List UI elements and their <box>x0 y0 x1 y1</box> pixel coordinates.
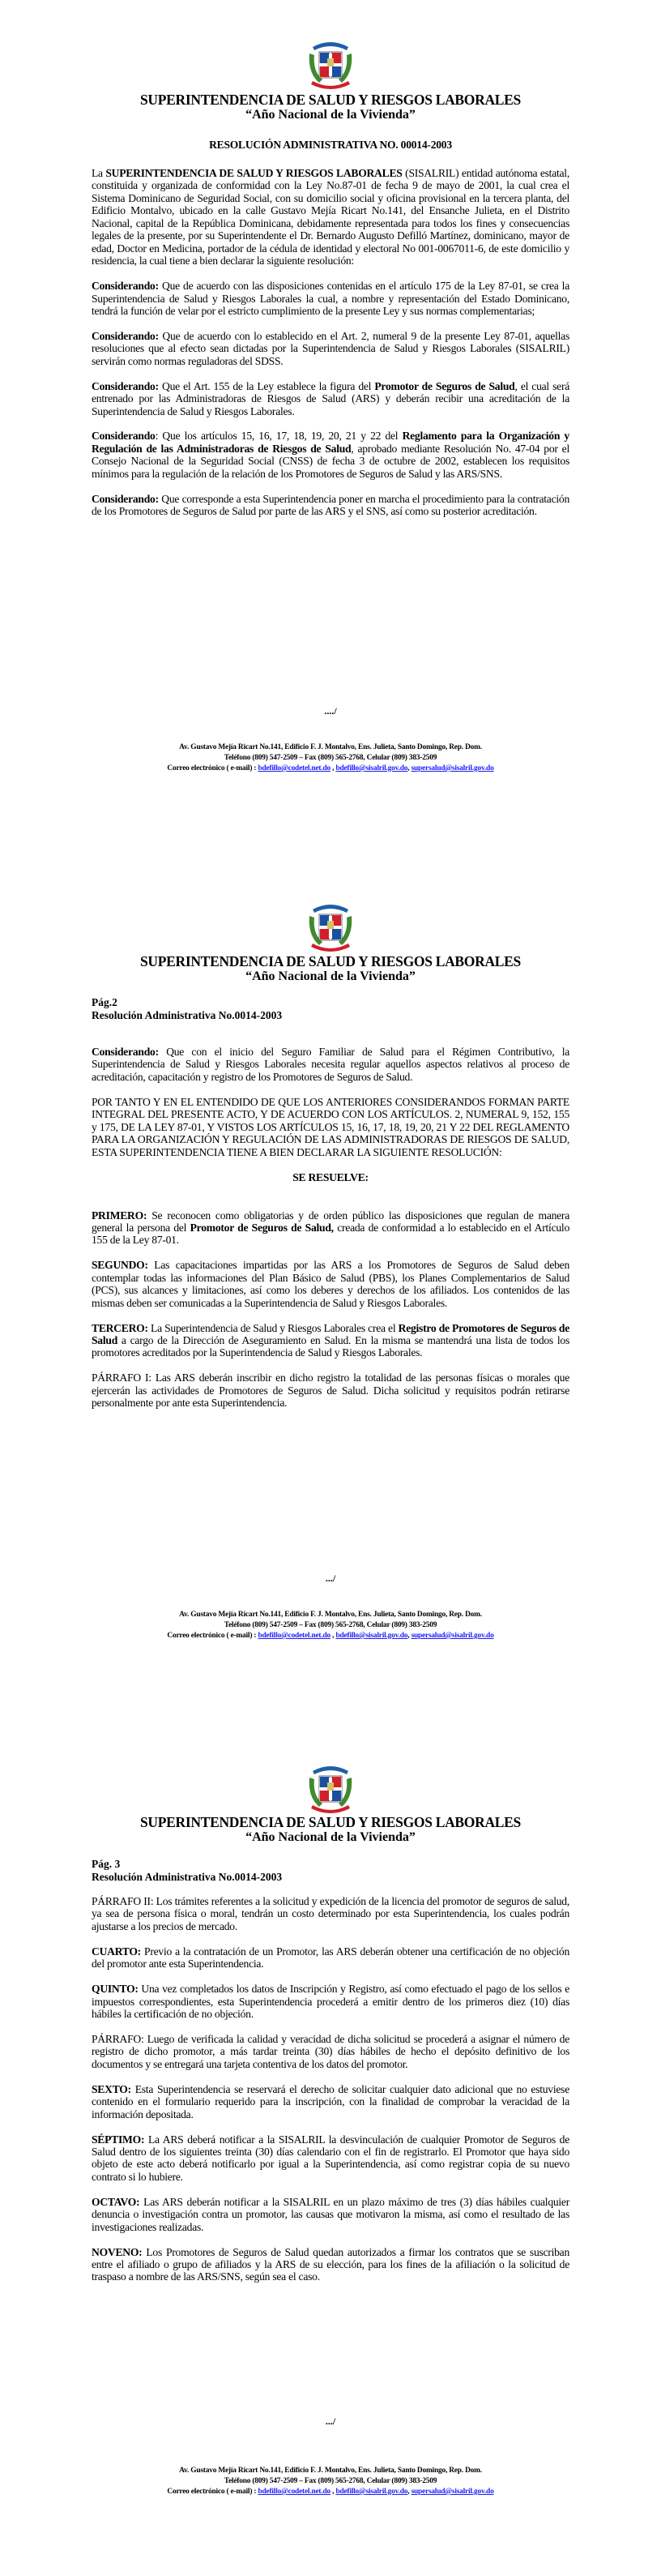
email-link-bdefillo-sisalril[interactable]: bdefillo@sisalril.gov.do <box>335 764 408 772</box>
email-link-bdefillo-sisalril[interactable]: bdefillo@sisalril.gov.do <box>335 1632 408 1640</box>
footer-email-line: Correo electrónico ( e-mail) : bdefillo@codetel.net.do , bdefillo@sisalril.gov.do, supersalud@sisalril.gov.do <box>167 2488 494 2496</box>
email-link-supersalud[interactable]: supersalud@sisalril.gov.do <box>411 1632 494 1640</box>
page-label: Pág.2 <box>92 996 117 1008</box>
email-link-supersalud[interactable]: supersalud@sisalril.gov.do <box>411 764 494 772</box>
considerando-6: Considerando: Que con el inicio del Seguro Familiar de Salud para el Régimen Contributivo, la Superintendencia de Salud y Riesgos Laborales necesita regular aquellos aspectos relativos al proceso de acreditación, capacitación y registro de los Promotores de Seguros de Salud. <box>92 1046 569 1083</box>
coat-of-arms-icon <box>305 1761 356 1815</box>
article-cuarto: CUARTO: Previo a la contratación de un Promotor, las ARS deberán obtener una certificación de no objeción del promotor ante esta Superintendencia. <box>92 1945 569 1971</box>
considerando-2: Considerando: Que de acuerdo con lo establecido en el Art. 2, numeral 9 de la presente Ley 87-01, aquellas resoluciones que al efecto sean dictadas por la Superintendencia de Salud y Riesgos Laborales (SISALRIL) servirán como normas reguladoras del SDSS. <box>92 329 569 367</box>
coat-of-arms-icon <box>305 900 356 953</box>
article-quinto: QUINTO: Una vez completados los datos de Inscripción y Registro, así como efectuado el pago de los sellos e impuestos correspondientes, esta Superintendencia procederá a emitir dentro de los primeros diez (10) días hábiles la certificación de no objeción. <box>92 1983 569 2021</box>
entity-name: SUPERINTENDENCIA DE SALUD Y RIESGOS LABORALES <box>105 167 403 179</box>
article-sexto: SEXTO: Esta Superintendencia se reservará el derecho de solicitar cualquier dato adicional que no estuviese contenido en el formulario requerido para la inscripción, con la finalidad de comprobar la veracidad de la información depositada. <box>92 2082 569 2120</box>
page-footer <box>0 2466 661 2497</box>
footer-phone: Teléfono (809) 547-2509 – Fax (809) 565-2768, Celular (809) 383-2509 <box>224 754 437 762</box>
footer-address: Av. Gustavo Mejía Ricart No.141, Edificio F. J. Montalvo, Ens. Julieta, Santo Domingo, Rep. Dom. <box>179 743 482 751</box>
parrafo-1: PÁRRAFO I: Las ARS deberán inscribir en dicho registro la totalidad de las personas físicas o morales que ejercerán las actividades de Promotores de Seguros de Salud. Dicha solicitud y requisitos podrán retirarse personalmente por ante esta Superintendencia. <box>92 1371 569 1410</box>
email-link-codetel[interactable]: bdefillo@codetel.net.do <box>258 764 330 772</box>
header-title: SUPERINTENDENCIA DE SALUD Y RIESGOS LABORALES <box>140 953 521 969</box>
header-subtitle: “Año Nacional de la Vivienda” <box>245 1830 416 1844</box>
parrafo: PÁRRAFO: Luego de verificada la calidad y veracidad de dicha solicitud se procederá a asignar el número de registro de dicho promotor, a más tardar treinta (30) días hábiles de hecho el depósito definitivo de los documentos y se entregará una tarjeta contentiva de los datos del promotor. <box>92 2032 569 2070</box>
footer-phone: Teléfono (809) 547-2509 – Fax (809) 565-2768, Celular (809) 383-2509 <box>224 2477 437 2485</box>
header-title: SUPERINTENDENCIA DE SALUD Y RIESGOS LABORALES <box>140 1814 521 1830</box>
page1-body <box>92 167 569 530</box>
page3-body <box>92 1895 569 2296</box>
se-resuelve-heading: SE RESUELVE: <box>292 1171 369 1184</box>
article-septimo: SÉPTIMO: La ARS deberá notificar a la SISALRIL la desvinculación de cualquier Promotor de Seguros de Salud dentro de los siguientes treinta (30) días calendario con el fin de registrarlo. El Promotor que haya sido objeto de este acto deberá notificarlo por igual a la Superintendencia, así como registrar copia de su nuevo contrato si lo hubiere. <box>92 2133 569 2183</box>
considerando-5: Considerando: Que corresponde a esta Superintendencia poner en marcha el procedimiento para la contratación de los Promotores de Seguros de Salud por parte de las ARS y el SNS, así como su posterior acreditación. <box>92 492 569 518</box>
email-link-codetel[interactable]: bdefillo@codetel.net.do <box>258 1632 330 1640</box>
footer-email-line: Correo electrónico ( e-mail) : bdefillo@codetel.net.do , bdefillo@sisalril.gov.do, supersalud@sisalril.gov.do <box>167 1632 494 1640</box>
email-link-codetel[interactable]: bdefillo@codetel.net.do <box>258 2488 330 2496</box>
continuation-marker: .../ <box>325 1573 336 1584</box>
footer-address: Av. Gustavo Mejía Ricart No.141, Edificio F. J. Montalvo, Ens. Julieta, Santo Domingo, Rep. Dom. <box>179 1611 482 1619</box>
footer-address: Av. Gustavo Mejía Ricart No.141, Edificio F. J. Montalvo, Ens. Julieta, Santo Domingo, Rep. Dom. <box>179 2467 482 2475</box>
considerando-3: Considerando: Que el Art. 155 de la Ley establece la figura del Promotor de Seguros de Salud, el cual será entrenado por las Administradoras de Riesgos de Salud (ARS) y deberán recibir una acreditación de la Superintendencia de Salud y Riesgos Laborales. <box>92 379 570 417</box>
resolution-ref: Resolución Administrativa No.0014-2003 <box>92 1009 283 1021</box>
header-subtitle: “Año Nacional de la Vivienda” <box>245 108 416 122</box>
article-tercero: TERCERO: La Superintendencia de Salud y Riesgos Laborales crea el Registro de Promotores de Seguros de Salud a cargo de la Dirección de Aseguramiento en Salud. En la misma se mantendrá una lista de todos los promotores acreditados por la Superintendencia de Salud y Riesgos Laborales. <box>92 1321 569 1359</box>
header-subtitle: “Año Nacional de la Vivienda” <box>245 969 416 983</box>
coat-of-arms-icon <box>305 37 356 91</box>
article-noveno: NOVENO: Los Promotores de Seguros de Salud quedan autorizados a firmar los contratos que se suscriban entre el afiliado o grupo de afiliados y la ARS de su elección, para los fines de la afiliación o la solicitud de traspaso a nombre de las ARS/SNS, según sea el caso. <box>92 2245 569 2283</box>
email-link-bdefillo-sisalril[interactable]: bdefillo@sisalril.gov.do <box>335 2488 408 2496</box>
footer-email-line: Correo electrónico ( e-mail) : bdefillo@codetel.net.do , bdefillo@sisalril.gov.do, supersalud@sisalril.gov.do <box>167 764 494 772</box>
footer-phone: Teléfono (809) 547-2509 – Fax (809) 565-2768, Celular (809) 383-2509 <box>224 1621 437 1629</box>
continuation-marker: ..../ <box>324 705 337 717</box>
page-label: Pág. 3 <box>92 1858 121 1870</box>
page2-body <box>92 1046 569 1422</box>
resolution-title: RESOLUCIÓN ADMINISTRATIVA NO. 00014-2003 <box>209 139 452 151</box>
article-primero: PRIMERO: Se reconocen como obligatorias y de orden público las disposiciones que regulan de manera general la persona del Promotor de Seguros de Salud, creada de conformidad a lo establecido en el Artículo 155 de la Ley 87-01. <box>92 1209 569 1247</box>
continuation-marker: .../ <box>325 2416 336 2427</box>
page-footer <box>0 1610 661 1641</box>
article-segundo: SEGUNDO: Las capacitaciones impartidas por las ARS a los Promotores de Seguros de Salud deben contemplar todas las informaciones del Plan Básico de Salud (PBS), los Planes Complementarios de Salud (PCS), sus alcances y limitaciones, así como los deberes y derechos de los afiliados. Los contenidos de las mismas deben ser comunicadas a la Superintendencia de Salud y Riesgos Laborales. <box>92 1259 569 1309</box>
email-link-supersalud[interactable]: supersalud@sisalril.gov.do <box>411 2488 494 2496</box>
considerando-4: Considerando: Que los artículos 15, 16, 17, 18, 19, 20, 21 y 22 del Reglamento para la Organización y Regulación de las Administradoras de Riesgos de Salud, aprobado mediante Resolución No. 47-04 por el Consejo Nacional de la Seguridad Social (CNSS) de fecha 3 de octubre de 2002, establecen los requisitos mínimos para la regulación de la relación de los Promotores de Seguros de Salud y las ARS/SNS. <box>92 430 569 480</box>
considerando-1: Considerando: Que de acuerdo con las disposiciones contenidas en el artículo 175 de la Ley 87-01, se crea la Superintendencia de Salud y Riesgos Laborales la cual, a nombre y representación del Estado Dominicano, tendrá la función de velar por el estricto cumplimiento de la presente Ley y sus normas complementarias; <box>92 280 569 317</box>
intro-paragraph: La SUPERINTENDENCIA DE SALUD Y RIESGOS LABORALES (SISALRIL) entidad autónoma estatal, constituida y organizada de conformidad con la Ley No.87-01 de fecha 9 de mayo de 2001, la cual crea el Sistema Dominicano de Seguridad Social, con su domicilio social y oficina provisional en la tercera planta, del Edificio Montalvo, ubicado en la calle Gustavo Mejía Ricart No.141, del Ensanche Julieta, en el Distrito Nacional, capital de la República Dominicana, debidamente representada para todos los fines y consecuencias legales de la presente, por su Superintendente el Dr. Bernardo Augusto Defilló Martínez, dominicano, mayor de edad, Doctor en Medicina, portador de la cédula de identidad y electoral No 001-0067011-6, de este domicilio y residencia, la cual tiene a bien declarar la siguiente resolución: <box>92 167 569 267</box>
resolution-ref: Resolución Administrativa No.0014-2003 <box>92 1871 283 1883</box>
por-tanto-paragraph: POR TANTO Y EN EL ENTENDIDO DE QUE LOS ANTERIORES CONSIDERANDOS FORMAN PARTE INTEGRAL DEL PRESENTE ACTO, Y DE ACUERDO CON LOS ARTÍCULOS. 2, NUMERAL 9, 152, 155 y 175, DE LA LEY 87-01, Y VISTOS LOS ARTÍCULOS 15, 16, 17, 18, 19, 20, 21 Y 22 DEL REGLAMENTO PARA LA ORGANIZACIÓN Y REGULACIÓN DE LAS ADMINISTRADORAS DE RIESGOS DE SALUD, ESTA SUPERINTENDENCIA TIENE A BIEN DECLARAR LA SIGUIENTE RESOLUCIÓN: <box>92 1095 569 1158</box>
header-title: SUPERINTENDENCIA DE SALUD Y RIESGOS LABORALES <box>140 92 521 108</box>
article-octavo: OCTAVO: Las ARS deberán notificar a la SISALRIL en un plazo máximo de tres (3) días hábiles cualquier denuncia o investigación contra un promotor, las causas que motivaron la misma, así como el resultado de las investigaciones realizadas. <box>92 2195 569 2233</box>
page-footer <box>0 742 661 774</box>
parrafo-2: PÁRRAFO II: Los trámites referentes a la solicitud y expedición de la licencia del promotor de seguros de salud, ya sea de persona física o moral, tendrán un costo determinado por esta Superintendencia, los cuales podrán ajustarse a los precios de mercado. <box>92 1895 569 1932</box>
